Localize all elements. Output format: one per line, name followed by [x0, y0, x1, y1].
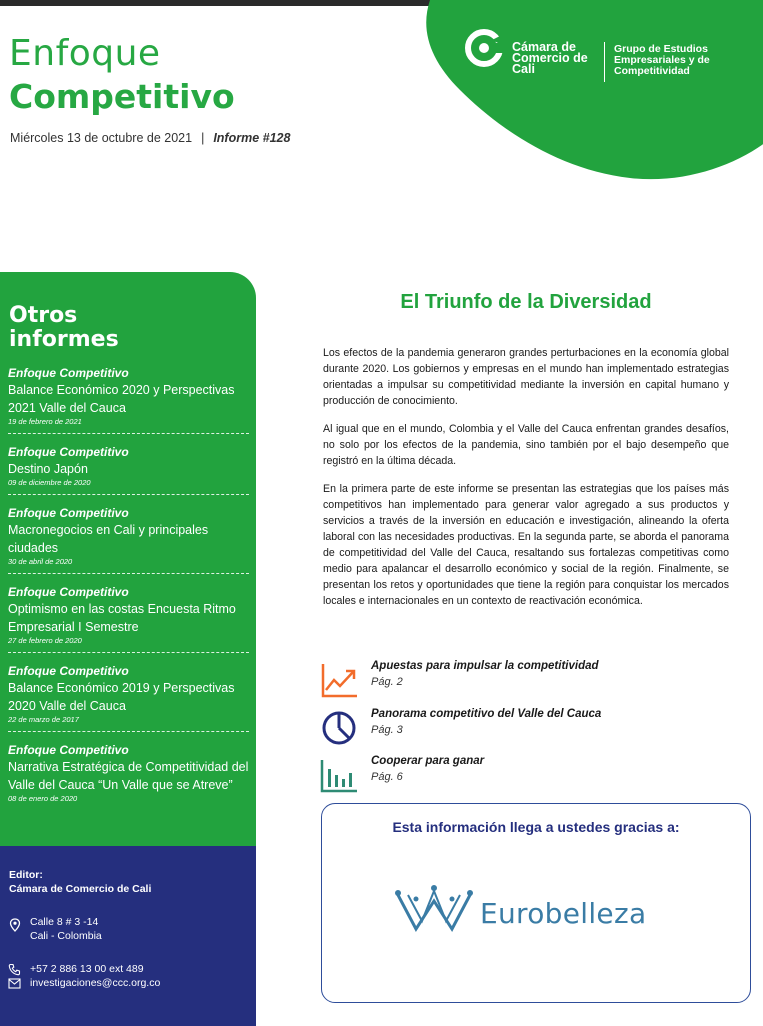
report-series: Enfoque Competitivo — [8, 585, 129, 599]
address-line1: Calle 8 # 3 -14 — [30, 916, 99, 928]
report-date: 27 de febrero de 2020 — [8, 636, 82, 645]
toc-title: Apuestas para impulsar la competitividad — [371, 660, 599, 672]
pie-chart-icon — [320, 708, 360, 748]
article-paragraph: Los efectos de la pandemia generaron grandes perturbaciones en la economía global durante 2020. Los gobiernos y empresas en el mundo han implementado estrategias orientadas a impulsar su competitividad mediante la inversión en capital humano y producción de conocimiento. — [323, 347, 729, 407]
grupo-estudios-name — [614, 44, 710, 77]
trend-chart-icon — [320, 660, 360, 700]
report-date: 30 de abril de 2020 — [8, 557, 73, 566]
editor-organization: Cámara de Comercio de Cali — [9, 883, 152, 895]
report-item[interactable] — [8, 663, 249, 732]
sponsor-brand: Eurobelleza — [480, 897, 647, 930]
other-reports-title-line1: Otros — [9, 303, 78, 328]
report-name: Balance Económico 2019 y Perspectivas 2020 Valle del Cauca — [8, 681, 235, 713]
report-name: Destino Japón — [8, 462, 88, 476]
report-name: Balance Económico 2020 y Perspectivas 2021 Valle del Cauca — [8, 383, 235, 415]
editor-contact-box — [0, 846, 256, 1026]
date-line — [10, 131, 290, 145]
other-reports-title — [9, 304, 119, 352]
toc-page: Pág. 3 — [371, 724, 403, 736]
report-item[interactable] — [8, 444, 249, 495]
ccc-logo-icon — [464, 28, 506, 70]
toc-title: Cooperar para ganar — [371, 755, 485, 767]
camara-line: Cámara de — [512, 40, 576, 54]
date-separator: | — [201, 131, 205, 145]
report-series: Enfoque Competitivo — [8, 366, 129, 380]
report-date: 22 de marzo de 2017 — [8, 715, 79, 724]
address-line2: Cali - Colombia — [30, 930, 102, 942]
grupo-line: Competitividad — [614, 65, 690, 77]
bar-chart-icon — [320, 755, 360, 795]
phone-icon — [8, 963, 21, 976]
logo-divider — [604, 42, 605, 82]
article-body — [323, 345, 729, 621]
sponsor-text: Esta información llega a ustedes gracias a: — [392, 819, 680, 835]
toc-page: Pág. 2 — [371, 676, 403, 688]
report-name: Narrativa Estratégica de Competitividad del Valle del Cauca “Un Valle que se Atreve” — [8, 760, 249, 792]
report-item[interactable] — [8, 742, 249, 810]
report-series: Enfoque Competitivo — [8, 743, 129, 757]
editor-phone: +57 2 886 13 00 ext 489 — [30, 963, 144, 975]
toc-item-apuestas[interactable] — [320, 660, 720, 700]
report-item[interactable] — [8, 505, 249, 574]
report-number: Informe #128 — [213, 131, 291, 145]
other-reports-title-line2: informes — [9, 327, 119, 352]
publication-title-line1: Enfoque — [9, 33, 161, 74]
publication-date: Miércoles 13 de octubre de 2021 — [10, 131, 193, 145]
header-green-shape — [420, 0, 763, 180]
report-date: 19 de febrero de 2021 — [8, 417, 82, 426]
article-paragraph: Al igual que en el mundo, Colombia y el Valle del Cauca enfrentan grandes desafíos, no solo por los efectos de la pandemia, sino también por el bajo desempeño que registró en la última década. — [323, 423, 729, 467]
toc-page: Pág. 6 — [371, 771, 403, 783]
reports-list — [8, 365, 249, 820]
report-name: Optimismo en las costas Encuesta Ritmo Empresarial I Semestre — [8, 602, 236, 634]
toc-title: Panorama competitivo del Valle del Cauca — [371, 708, 602, 720]
report-date: 08 de enero de 2020 — [8, 794, 78, 803]
camara-name — [512, 42, 588, 75]
editor-label: Editor: — [9, 869, 43, 881]
report-item[interactable] — [8, 365, 249, 434]
report-date: 09 de diciembre de 2020 — [8, 478, 91, 487]
camara-line: Comercio de — [512, 51, 588, 65]
camara-line: Cali — [512, 62, 535, 76]
article-paragraph: En la primera parte de este informe se presentan las estrategias que los países más competitivos han implementado para generar valor agregado a sus productos y servicios a través de la inversión en educación e investigación, alineando la oferta laboral con las necesidades productivas. En la segunda parte, se aborda el panorama de competitividad del Valle del Cauca, resaltando sus fortalezas competitivas como medio para apalancar el desarrollo económico y social de la región. Finalmente, se presentan los retos y oportunidades que tiene la región para conquistar los mercados locales e internacionales en un contexto de reactivación económica. — [323, 483, 729, 607]
editor-address — [30, 915, 102, 943]
report-series: Enfoque Competitivo — [8, 445, 129, 459]
location-pin-icon — [9, 918, 21, 932]
editor-email[interactable]: investigaciones@ccc.org.co — [30, 977, 161, 989]
grupo-line: Empresariales y de — [614, 54, 710, 66]
publication-title-line2: Competitivo — [9, 77, 235, 116]
toc-item-panorama[interactable] — [320, 708, 720, 748]
article-headline: El Triunfo de la Diversidad — [400, 291, 652, 313]
toc-item-cooperar[interactable] — [320, 755, 720, 795]
report-series: Enfoque Competitivo — [8, 506, 129, 520]
report-item[interactable] — [8, 584, 249, 653]
mail-icon — [8, 978, 21, 989]
sponsor-box — [321, 803, 751, 1003]
grupo-line: Grupo de Estudios — [614, 43, 708, 55]
report-series: Enfoque Competitivo — [8, 664, 129, 678]
report-name: Macronegocios en Cali y principales ciudades — [8, 523, 209, 555]
crown-logo-icon — [394, 879, 474, 935]
